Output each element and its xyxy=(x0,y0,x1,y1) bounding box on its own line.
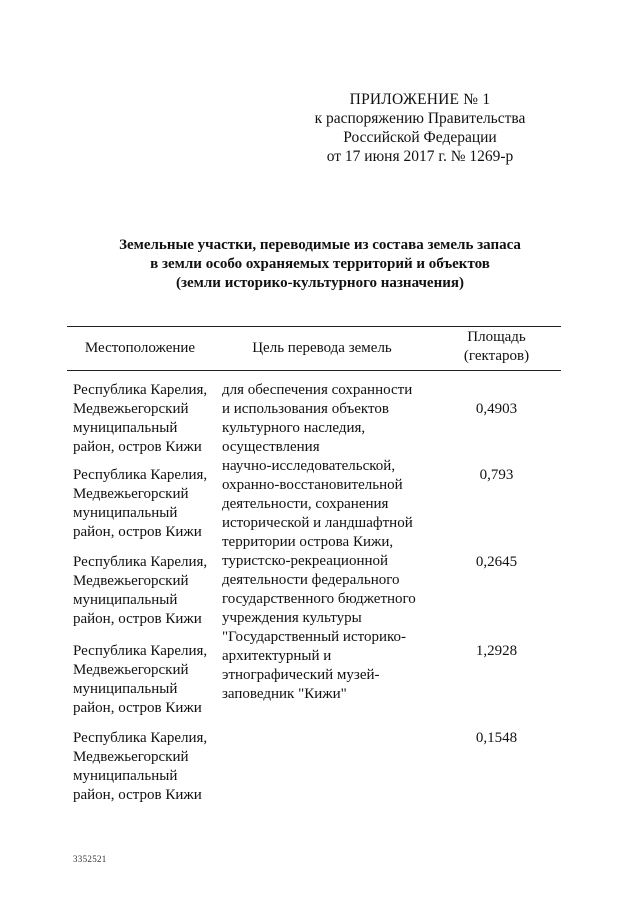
row-5-location: Республика Карелия, Медвежьегорский муниципальный район, остров Кижи xyxy=(73,730,208,803)
appendix-title: ПРИЛОЖЕНИЕ № 1 xyxy=(349,91,491,108)
column-header-purpose: Цель перевода земель xyxy=(252,340,392,356)
row-2-location: Республика Карелия, Медвежьегорский муниципальный район, остров Кижи xyxy=(73,467,208,540)
row-5-area: 0,1548 xyxy=(475,730,518,746)
column-header-area-line-2: (гектаров) xyxy=(463,348,530,364)
table-header-rule xyxy=(67,370,561,371)
table-top-rule xyxy=(67,326,561,327)
column-header-area-line-1: Площадь xyxy=(467,329,526,345)
document-title-line-3: (земли историко-культурного назначения) xyxy=(175,275,464,291)
appendix-block xyxy=(300,90,540,166)
appendix-line-4: от 17 июня 2017 г. № 1269-р xyxy=(326,148,514,165)
appendix-line-2: к распоряжению Правительства xyxy=(314,110,526,127)
document-title-line-2: в земли особо охраняемых территорий и объектов xyxy=(150,256,490,272)
column-header-area xyxy=(432,328,561,366)
document-code: 3352521 xyxy=(73,854,107,864)
document-title-line-1: Земельные участки, переводимые из состава земель запаса xyxy=(119,237,521,253)
row-3-location: Республика Карелия, Медвежьегорский муниципальный район, остров Кижи xyxy=(73,554,208,627)
row-4-area: 1,2928 xyxy=(475,643,518,659)
row-2-area: 0,793 xyxy=(479,467,514,483)
transfer-purpose-text: для обеспечения сохранности и использования объектов культурного наследия, осуществления научно-исследовательской, охранно-восстановительной деятельности, сохранения исторической и ландшафтной территории острова Кижи, туристско-рекреационной деятельности федерального государственного бюджетного учреждения культуры "Государственный историко- архитектурный и этнографический музей- заповедник "Кижи" xyxy=(222,382,416,702)
row-4-location: Республика Карелия, Медвежьегорский муниципальный район, остров Кижи xyxy=(73,643,208,716)
row-3-area: 0,2645 xyxy=(475,554,518,570)
document-title xyxy=(60,236,580,293)
row-1-location: Республика Карелия, Медвежьегорский муниципальный район, остров Кижи xyxy=(73,382,208,455)
column-header-location: Местоположение xyxy=(84,340,196,356)
row-1-area: 0,4903 xyxy=(475,401,518,417)
appendix-line-3: Российской Федерации xyxy=(343,129,497,146)
